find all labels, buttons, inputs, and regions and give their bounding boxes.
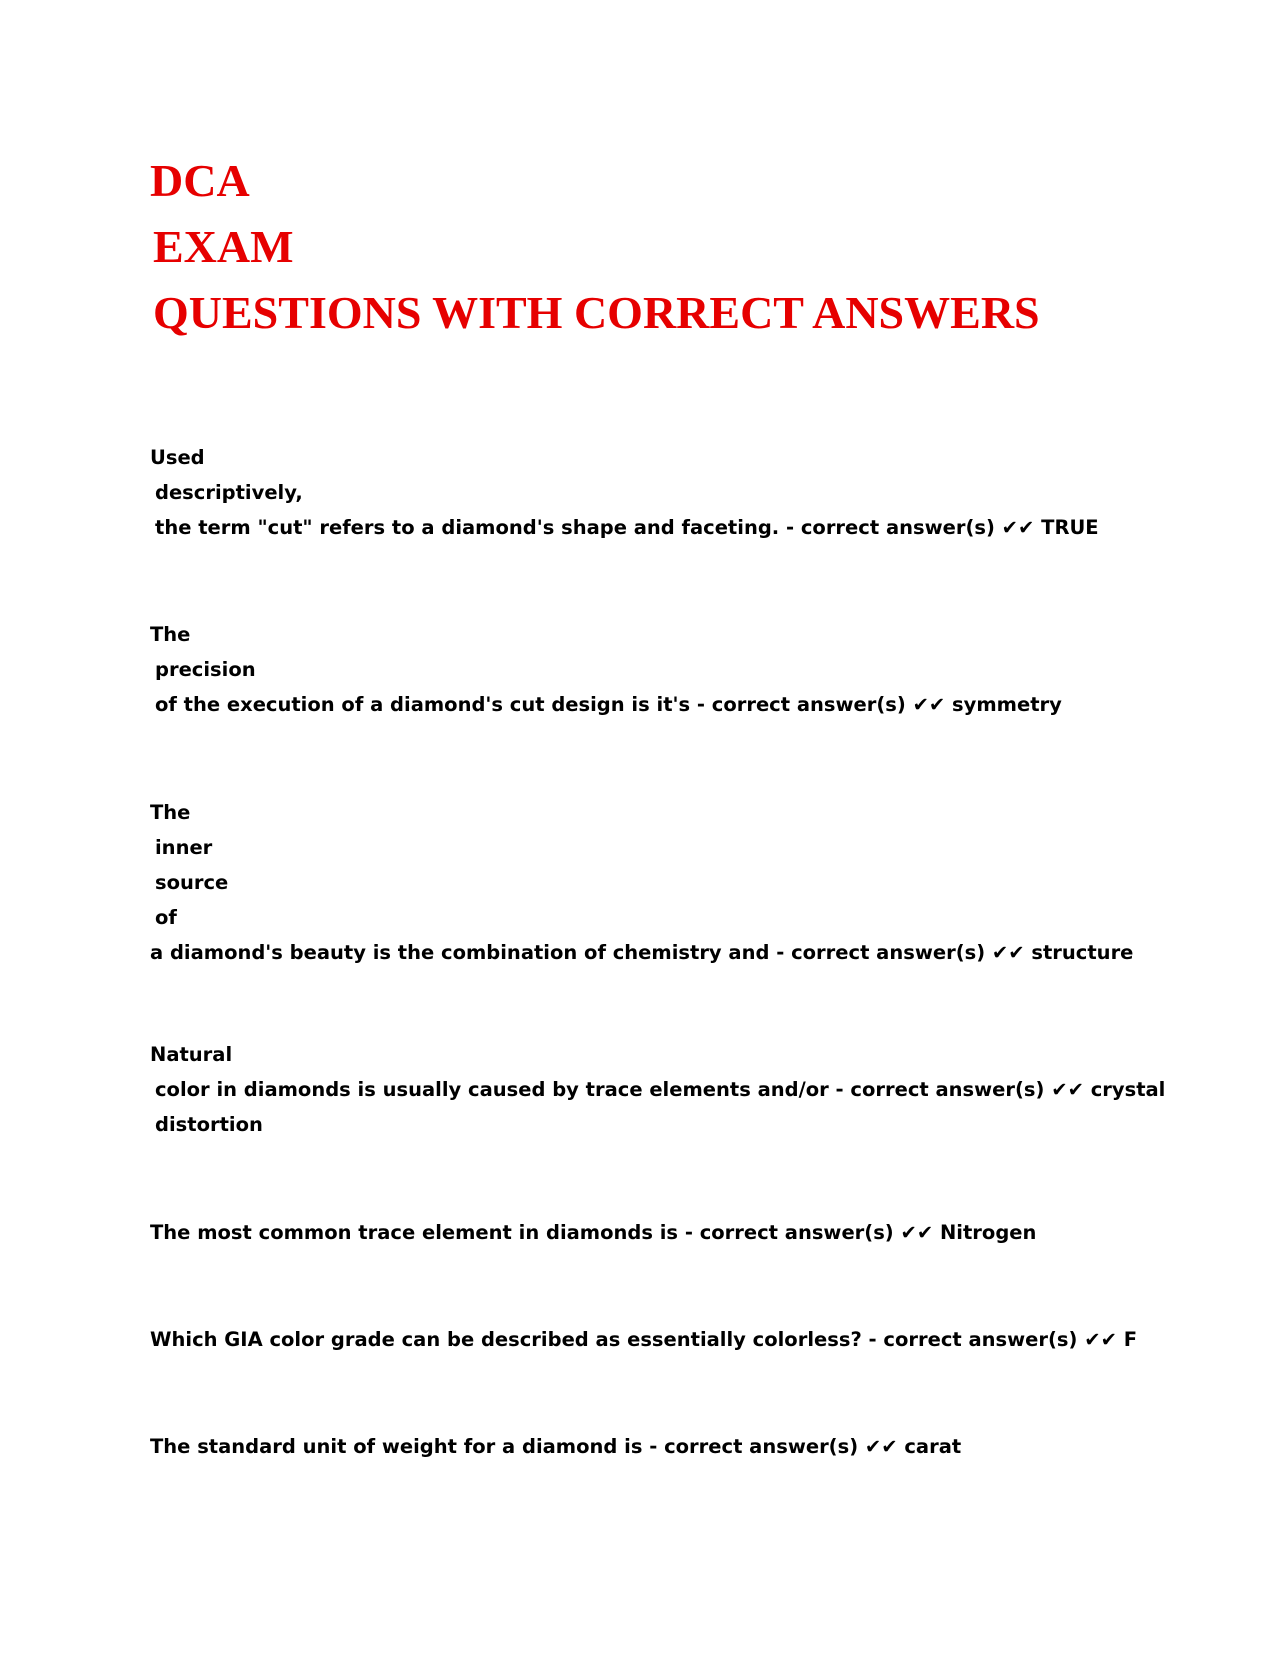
question-item-6 [150, 1322, 1150, 1357]
question-answer-line: Which GIA color grade can be described as essentially colorless? - correct answer(s) ✔✔ F [150, 1328, 1138, 1351]
question-item-3 [150, 795, 1150, 970]
question-item-5 [150, 1215, 1150, 1250]
question-text-line: The [150, 623, 191, 646]
question-text-line: descriptively, [155, 481, 303, 504]
question-text-line: The [150, 801, 191, 824]
question-text-line: Natural [150, 1043, 233, 1066]
question-answer-line: The standard unit of weight for a diamond is - correct answer(s) ✔✔ carat [150, 1435, 962, 1458]
question-answer-line: The most common trace element in diamonds is - correct answer(s) ✔✔ Nitrogen [150, 1221, 1037, 1244]
question-answer-line: of the execution of a diamond's cut design is it's - correct answer(s) ✔✔ symmetry [155, 693, 1062, 716]
question-text-line: source [155, 871, 229, 894]
question-item-2 [150, 617, 1150, 722]
question-answer-line: color in diamonds is usually caused by trace elements and/or - correct answer(s) ✔✔ crystal [155, 1078, 1166, 1101]
document-title [150, 148, 1150, 346]
question-text-line: inner [155, 836, 213, 859]
question-item-1 [150, 440, 1150, 545]
title-line-3: QUESTIONS WITH CORRECT ANSWERS [153, 287, 1040, 338]
question-answer-line: distortion [155, 1113, 263, 1136]
question-item-7 [150, 1429, 1150, 1464]
title-line-1: DCA [150, 155, 250, 206]
question-answer-line: the term "cut" refers to a diamond's shape and faceting. - correct answer(s) ✔✔ TRUE [155, 516, 1099, 539]
question-text-line: of [155, 906, 177, 929]
title-line-2: EXAM [153, 221, 294, 272]
question-text-line: Used [150, 446, 205, 469]
question-text-line: precision [155, 658, 256, 681]
question-answer-line: a diamond's beauty is the combination of chemistry and - correct answer(s) ✔✔ structure [150, 941, 1134, 964]
question-item-4 [150, 1037, 1166, 1142]
